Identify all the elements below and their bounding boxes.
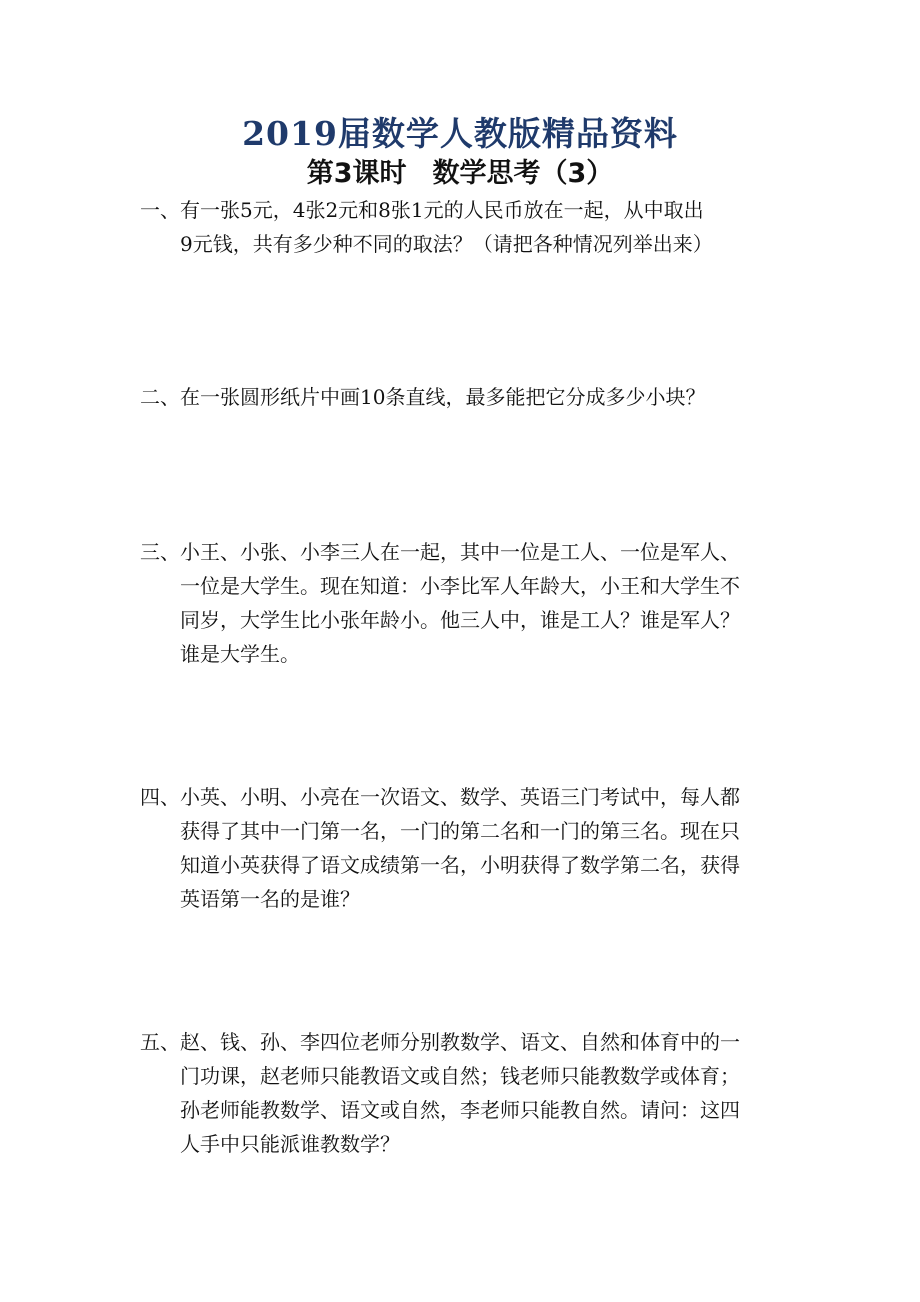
question-line: 获得了其中一门第一名，一门的第二名和一门的第三名。现在只 [180, 819, 740, 843]
question-line: 英语第一名的是谁？ [180, 887, 360, 911]
question-line: 一、有一张5元，4张2元和8张1元的人民币放在一起，从中取出 [140, 198, 704, 222]
question-line: 谁是大学生。 [180, 642, 300, 666]
question-line: 人手中只能派谁教数学？ [180, 1132, 400, 1156]
question-1 [140, 193, 788, 261]
question-line: 五、赵、钱、孙、李四位老师分别教数学、语文、自然和体育中的一 [140, 1030, 740, 1054]
question-line: 四、小英、小明、小亮在一次语文、数学、英语三门考试中，每人都 [140, 785, 740, 809]
question-4 [140, 780, 788, 916]
question-line: 三、小王、小张、小李三人在一起，其中一位是工人、一位是军人、 [140, 540, 740, 564]
question-5 [140, 1025, 788, 1161]
question-line: 一位是大学生。现在知道：小李比军人年龄大，小王和大学生不 [180, 574, 740, 598]
question-line: 门功课，赵老师只能教语文或自然；钱老师只能教数学或体育； [180, 1064, 740, 1088]
lesson-topic: 数学思考（3） [432, 158, 614, 189]
lesson-title [0, 156, 920, 192]
question-line: 知道小英获得了语文成绩第一名，小明获得了数学第二名，获得 [180, 853, 740, 877]
question-line: 二、在一张圆形纸片中画10条直线，最多能把它分成多少小块？ [140, 385, 706, 409]
question-2 [140, 380, 788, 414]
question-line: 9元钱，共有多少种不同的取法？（请把各种情况列举出来） [180, 232, 713, 256]
question-line: 同岁，大学生比小张年龄小。他三人中，谁是工人？谁是军人？ [180, 608, 740, 632]
question-3 [140, 535, 788, 671]
question-line: 孙老师能教数学、语文或自然，李老师只能教自然。请问：这四 [180, 1098, 740, 1122]
lesson-number: 第3课时 [306, 158, 407, 189]
banner-title: 2019届数学人教版精品资料 [242, 114, 678, 153]
